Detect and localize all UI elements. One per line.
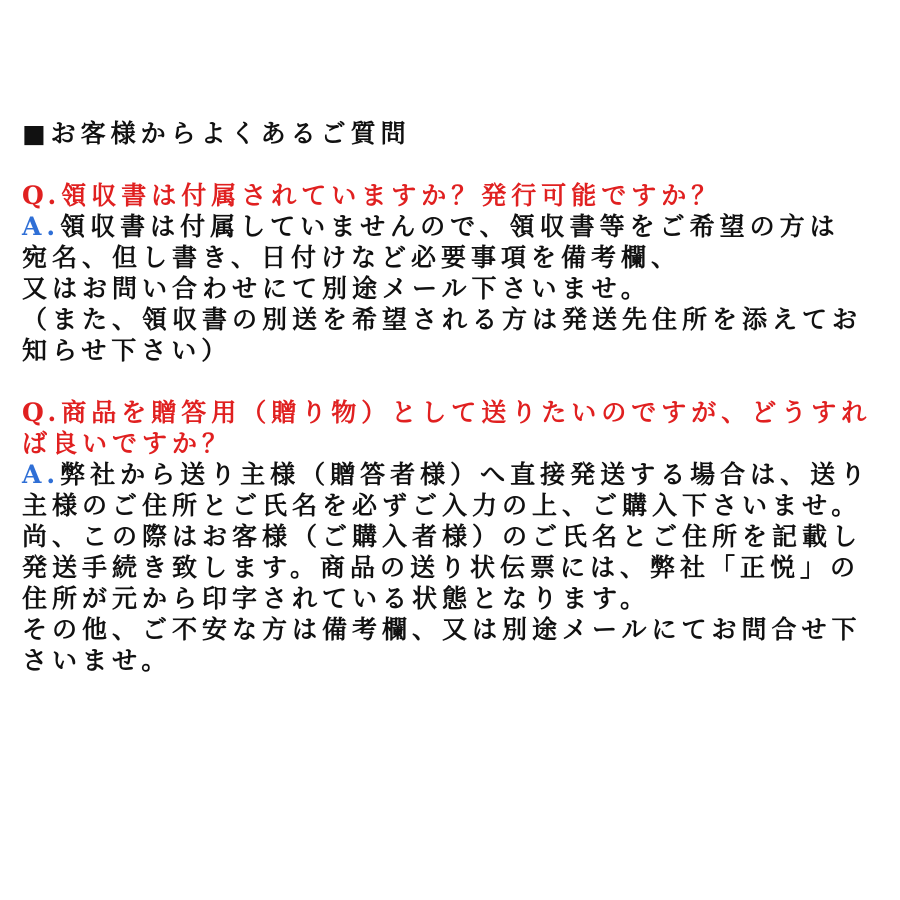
- faq-item-gift: [22, 397, 882, 676]
- answer-text: 尚、この際はお客様（ご購入者様）のご氏名とご住所を記載し: [22, 522, 863, 551]
- answer-text: 発送手続き致します。商品の送り状伝票には、弊社「正悦」の: [22, 553, 861, 582]
- question-text: Q.領収書は付属されていますか？発行可能ですか？: [22, 181, 722, 210]
- answer-text: （また、領収書の別送を希望される方は発送先住所を添えてお: [22, 305, 863, 334]
- faq-heading: ■お客様からよくあるご質問: [22, 119, 411, 148]
- spacer: [22, 366, 882, 397]
- answer-text: 弊社から送り主様（贈答者様）へ直接発送する場合は、送り: [60, 460, 871, 489]
- answer-first-line: [22, 459, 882, 490]
- answer-text: その他、ご不安な方は備考欄、又は別途メールにてお問合せ下: [22, 615, 862, 644]
- answer-text: 住所が元から印字されている状態となります。: [22, 584, 651, 613]
- faq-document: [22, 118, 882, 676]
- answer-prefix: A.: [22, 460, 61, 489]
- answer-text: 又はお問い合わせにて別途メール下さいませ。: [22, 274, 651, 303]
- answer-text: 領収書は付属していませんので、領収書等をご希望の方は: [60, 212, 840, 241]
- answer-text: 知らせ下さい）: [22, 336, 232, 365]
- answer-first-line: [22, 211, 882, 242]
- faq-item-receipt: [22, 180, 882, 366]
- answer-text: 宛名、但し書き、日付けなど必要事項を備考欄、: [22, 243, 682, 272]
- answer-prefix: A.: [22, 212, 61, 241]
- question-text: Q.商品を贈答用（贈り物）として送りたいのですが、どうすれ: [22, 398, 872, 427]
- answer-text: さいませ。: [22, 646, 172, 675]
- answer-text: 主様のご住所とご氏名を必ずご入力の上、ご購入下さいませ。: [22, 491, 862, 520]
- question-text: ば良いですか？: [22, 429, 233, 458]
